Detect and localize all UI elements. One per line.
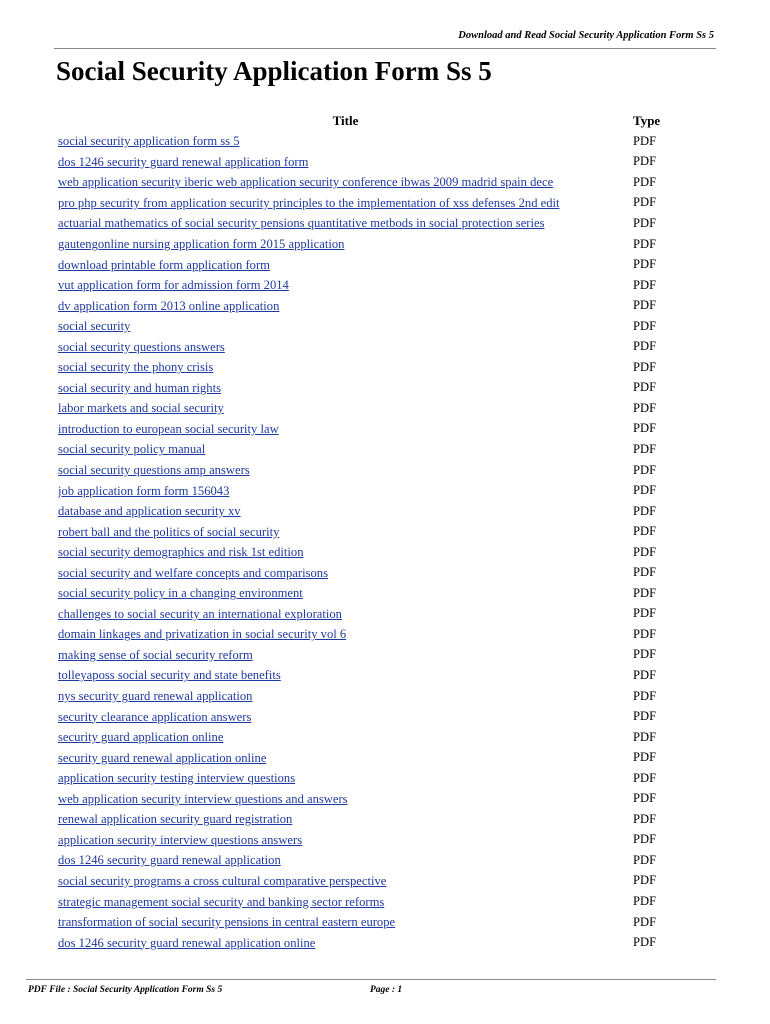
- row-type-cell: PDF: [633, 236, 657, 251]
- table-row: [58, 480, 698, 501]
- document-link[interactable]: social security demographics and risk 1st edition: [58, 545, 304, 560]
- row-title-cell: [58, 666, 633, 684]
- row-title-cell: [58, 625, 633, 643]
- table-row: [58, 398, 698, 419]
- column-header-title: Title: [332, 113, 359, 128]
- row-type-cell: PDF: [633, 914, 657, 929]
- table-header: [58, 111, 698, 131]
- row-title-cell: [58, 728, 633, 746]
- table-row: [58, 665, 698, 686]
- row-title-cell: [58, 687, 633, 705]
- document-link[interactable]: download printable form application form: [58, 257, 270, 272]
- row-title-cell: [58, 358, 633, 376]
- row-type-cell: PDF: [633, 750, 657, 765]
- row-title-cell: [58, 913, 633, 931]
- row-title-cell: [58, 276, 633, 294]
- document-link[interactable]: job application form form 156043: [58, 483, 230, 498]
- document-link[interactable]: transformation of social security pensions in central eastern europe: [58, 915, 396, 930]
- row-title-cell: [58, 317, 633, 335]
- document-link[interactable]: challenges to social security an international exploration: [58, 606, 342, 621]
- table-body: [58, 131, 698, 953]
- table-row: [58, 275, 698, 296]
- table-row: [58, 871, 698, 892]
- table-row: [58, 439, 698, 460]
- row-type-cell: PDF: [633, 215, 657, 230]
- document-link[interactable]: vut application form for admission form 2014: [58, 278, 289, 293]
- row-title-cell: [58, 934, 633, 952]
- row-title-cell: [58, 872, 633, 890]
- table-row: [58, 336, 698, 357]
- document-link[interactable]: strategic management social security and banking sector reforms: [58, 894, 385, 909]
- table-row: [58, 850, 698, 871]
- document-link[interactable]: social security policy manual: [58, 442, 206, 457]
- table-row: [58, 727, 698, 748]
- row-type-cell: PDF: [633, 339, 657, 354]
- row-type-cell: PDF: [633, 195, 657, 210]
- table-row: [58, 912, 698, 933]
- table-row: [58, 604, 698, 625]
- table-row: [58, 254, 698, 275]
- row-type-cell: PDF: [633, 503, 657, 518]
- document-link[interactable]: web application security iberic web application security conference ibwas 2009 madrid spain dece: [58, 175, 554, 190]
- table-row: [58, 213, 698, 234]
- row-type-cell: PDF: [633, 606, 657, 621]
- table-row: [58, 357, 698, 378]
- table-row: [58, 932, 698, 953]
- document-link[interactable]: social security questions answers: [58, 339, 225, 354]
- document-link[interactable]: social security policy in a changing environment: [58, 586, 303, 601]
- table-row: [58, 378, 698, 399]
- row-type-cell: PDF: [633, 873, 657, 888]
- document-link[interactable]: dos 1246 security guard renewal application form: [58, 154, 309, 169]
- document-link[interactable]: nys security guard renewal application: [58, 689, 253, 704]
- document-link[interactable]: security guard application online: [58, 730, 224, 745]
- document-link[interactable]: social security application form ss 5: [58, 134, 240, 149]
- document-link[interactable]: making sense of social security reform: [58, 647, 253, 662]
- page-title: Social Security Application Form Ss 5: [56, 56, 492, 86]
- document-link[interactable]: gautengonline nursing application form 2015 application: [58, 237, 345, 251]
- row-title-cell: [58, 399, 633, 417]
- table-row: [58, 789, 698, 810]
- row-title-cell: [58, 173, 633, 191]
- row-title-cell: [58, 440, 633, 458]
- row-type-cell: PDF: [633, 770, 657, 785]
- document-link[interactable]: social security the phony crisis: [58, 360, 214, 375]
- row-title-cell: [58, 584, 633, 602]
- table-row: [58, 152, 698, 173]
- table-row: [58, 768, 698, 789]
- row-type-cell: PDF: [633, 133, 657, 148]
- row-type-cell: PDF: [633, 318, 657, 333]
- row-title-cell: [58, 564, 633, 582]
- row-title-cell: [58, 708, 633, 726]
- document-link[interactable]: social security and welfare concepts and comparisons: [58, 565, 328, 580]
- row-title-cell: [58, 235, 633, 253]
- table-row: [58, 131, 698, 152]
- row-type-cell: PDF: [633, 585, 657, 600]
- row-type-cell: PDF: [633, 729, 657, 744]
- row-type-cell: PDF: [633, 894, 657, 908]
- document-link[interactable]: application security interview questions answers: [58, 832, 303, 847]
- header-divider: [54, 48, 716, 49]
- table-row: [58, 706, 698, 727]
- row-title-cell: [58, 831, 633, 849]
- document-link[interactable]: renewal application security guard registration: [58, 812, 293, 827]
- table-row: [58, 542, 698, 563]
- document-link[interactable]: actuarial mathematics of social security pensions quantitative metbods in social protection series: [58, 216, 545, 231]
- row-title-cell: [58, 214, 633, 232]
- document-link[interactable]: application security testing interview questions: [58, 771, 296, 786]
- row-title-cell: [58, 132, 633, 150]
- document-link[interactable]: security guard renewal application online: [58, 750, 267, 765]
- table-row: [58, 521, 698, 542]
- table-row: [58, 809, 698, 830]
- row-title-cell: [58, 646, 633, 664]
- row-type-cell: PDF: [633, 400, 657, 415]
- table-row: [58, 234, 698, 255]
- row-type-cell: PDF: [633, 935, 657, 950]
- table-row: [58, 830, 698, 851]
- row-type-cell: PDF: [633, 277, 657, 292]
- table-row: [58, 295, 698, 316]
- row-type-cell: PDF: [633, 709, 657, 724]
- row-title-cell: [58, 256, 633, 274]
- row-title-cell: [58, 810, 633, 828]
- row-type-cell: PDF: [633, 791, 657, 806]
- row-type-cell: PDF: [633, 626, 657, 641]
- table-row: [58, 747, 698, 768]
- row-title-cell: [58, 523, 633, 541]
- document-link[interactable]: social security: [58, 319, 131, 334]
- row-type-cell: PDF: [633, 380, 657, 395]
- table-row: [58, 501, 698, 522]
- table-row: [58, 172, 698, 193]
- row-title-cell: [58, 851, 633, 869]
- row-title-cell: [58, 790, 633, 808]
- footer-file-label: PDF File : Social Security Application Form Ss 5: [28, 985, 223, 995]
- row-title-cell: [58, 338, 633, 356]
- row-type-cell: PDF: [633, 462, 657, 477]
- table-row: [58, 460, 698, 481]
- table-row: [58, 419, 698, 440]
- document-link[interactable]: domain linkages and privatization in social security vol 6: [58, 627, 347, 642]
- table-row: [58, 624, 698, 645]
- document-table: [58, 111, 698, 953]
- row-title-cell: [58, 543, 633, 561]
- footer-divider: [26, 979, 716, 980]
- document-link[interactable]: dos 1246 security guard renewal application: [58, 853, 281, 868]
- document-link[interactable]: social security questions amp answers: [58, 463, 250, 478]
- row-type-cell: PDF: [633, 688, 657, 703]
- footer-page-number: Page : 1: [370, 985, 403, 995]
- row-type-cell: PDF: [633, 154, 657, 169]
- document-link[interactable]: dv application form 2013 online application: [58, 298, 280, 313]
- row-title-cell: [58, 893, 633, 911]
- document-link[interactable]: social security and human rights: [58, 380, 221, 395]
- row-type-cell: PDF: [633, 832, 657, 847]
- row-type-cell: PDF: [633, 483, 657, 498]
- table-row: [58, 583, 698, 604]
- row-type-cell: PDF: [633, 421, 657, 436]
- row-title-cell: [58, 420, 633, 438]
- row-type-cell: PDF: [633, 667, 657, 682]
- document-link[interactable]: security clearance application answers: [58, 709, 252, 724]
- document-link[interactable]: database and application security xv: [58, 504, 241, 519]
- row-title-cell: [58, 605, 633, 623]
- table-row: [58, 686, 698, 707]
- row-title-cell: [58, 502, 633, 520]
- row-type-cell: PDF: [633, 524, 657, 539]
- column-header-type: Type: [633, 113, 661, 128]
- row-title-cell: [58, 194, 633, 212]
- row-type-cell: PDF: [633, 647, 657, 662]
- row-type-cell: PDF: [633, 298, 657, 313]
- header-text: Download and Read Social Security Application Form Ss 5: [458, 30, 714, 41]
- document-link[interactable]: labor markets and social security: [58, 401, 224, 416]
- row-title-cell: [58, 297, 633, 315]
- table-row: [58, 316, 698, 337]
- table-row: [58, 562, 698, 583]
- document-link[interactable]: social security programs a cross cultural comparative perspective: [58, 873, 387, 888]
- row-title-cell: [58, 379, 633, 397]
- row-title-cell: [58, 749, 633, 767]
- row-title-cell: [58, 482, 633, 500]
- document-link[interactable]: dos 1246 security guard renewal application online: [58, 935, 316, 950]
- document-link[interactable]: robert ball and the politics of social security: [58, 524, 280, 539]
- row-title-cell: [58, 461, 633, 479]
- row-type-cell: PDF: [633, 811, 657, 826]
- row-title-cell: [58, 769, 633, 787]
- row-type-cell: PDF: [633, 544, 657, 559]
- document-link[interactable]: introduction to european social security law: [58, 421, 279, 436]
- document-link[interactable]: web application security interview questions and answers: [58, 791, 348, 806]
- document-link[interactable]: pro php security from application security principles to the implementation of xss defenses 2nd edit: [58, 195, 560, 210]
- document-link[interactable]: tolleyaposs social security and state benefits: [58, 668, 281, 683]
- row-title-cell: [58, 153, 633, 171]
- row-type-cell: PDF: [633, 257, 657, 272]
- table-row: [58, 891, 698, 912]
- table-row: [58, 645, 698, 666]
- row-type-cell: PDF: [633, 359, 657, 374]
- row-type-cell: PDF: [633, 174, 657, 189]
- row-type-cell: PDF: [633, 441, 657, 456]
- row-type-cell: PDF: [633, 852, 657, 867]
- row-type-cell: PDF: [633, 565, 657, 580]
- table-row: [58, 193, 698, 214]
